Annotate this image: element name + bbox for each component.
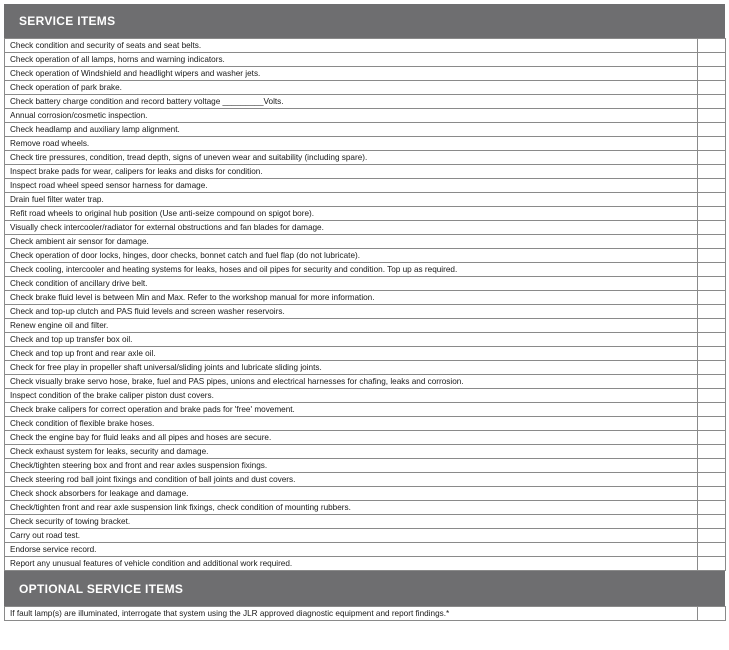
checkbox-cell[interactable] [698, 375, 726, 389]
checkbox-cell[interactable] [698, 67, 726, 81]
checklist-item-text: Check and top up transfer box oil. [5, 333, 698, 347]
checklist-item-text: Check operation of door locks, hinges, door checks, bonnet catch and fuel flap (do not lubricate). [5, 249, 698, 263]
checkbox-cell[interactable] [698, 277, 726, 291]
checklist-row [5, 221, 726, 235]
checklist-row [5, 459, 726, 473]
checklist-item-text: Check shock absorbers for leakage and damage. [5, 487, 698, 501]
checklist-item-text: Check cooling, intercooler and heating systems for leaks, hoses and oil pipes for security and condition. Top up as required. [5, 263, 698, 277]
checklist-row [5, 487, 726, 501]
checklist-row [5, 277, 726, 291]
checklist-row [5, 263, 726, 277]
checklist-row [5, 445, 726, 459]
checkbox-cell[interactable] [698, 459, 726, 473]
checklist-item-text: Check security of towing bracket. [5, 515, 698, 529]
checklist-row [5, 375, 726, 389]
checklist-row [5, 543, 726, 557]
checklist-item-text: Check headlamp and auxiliary lamp alignment. [5, 123, 698, 137]
checklist-item-text: Renew engine oil and filter. [5, 319, 698, 333]
checklist-row [5, 235, 726, 249]
checkbox-cell[interactable] [698, 417, 726, 431]
checklist-row [5, 515, 726, 529]
checklist-row [5, 319, 726, 333]
checklist-row [5, 179, 726, 193]
checklist-row [5, 67, 726, 81]
checklist-item-text: Check condition of ancillary drive belt. [5, 277, 698, 291]
optional-items-table [4, 606, 726, 621]
checkbox-cell[interactable] [698, 529, 726, 543]
checklist-row [5, 137, 726, 151]
checklist-item-text: Check operation of Windshield and headlight wipers and washer jets. [5, 67, 698, 81]
service-checklist [4, 0, 725, 621]
checklist-item-text: Check the engine bay for fluid leaks and all pipes and hoses are secure. [5, 431, 698, 445]
checklist-item-text: Inspect road wheel speed sensor harness for damage. [5, 179, 698, 193]
checkbox-cell[interactable] [698, 361, 726, 375]
service-items-header [4, 0, 725, 38]
checklist-row [5, 403, 726, 417]
checklist-item-text: Check brake fluid level is between Min and Max. Refer to the workshop manual for more information. [5, 291, 698, 305]
checklist-row [5, 165, 726, 179]
checklist-item-text: Annual corrosion/cosmetic inspection. [5, 109, 698, 123]
checklist-row [5, 607, 726, 621]
checkbox-cell[interactable] [698, 501, 726, 515]
checklist-item-text: Check ambient air sensor for damage. [5, 235, 698, 249]
checkbox-cell[interactable] [698, 543, 726, 557]
checklist-item-text: If fault lamp(s) are illuminated, interrogate that system using the JLR approved diagnostic equipment and report findings.* [5, 607, 698, 621]
checkbox-cell[interactable] [698, 193, 726, 207]
checkbox-cell[interactable] [698, 607, 726, 621]
checklist-item-text: Visually check intercooler/radiator for external obstructions and fan blades for damage. [5, 221, 698, 235]
checkbox-cell[interactable] [698, 515, 726, 529]
checkbox-cell[interactable] [698, 319, 726, 333]
checkbox-cell[interactable] [698, 333, 726, 347]
checklist-item-text: Check operation of park brake. [5, 81, 698, 95]
checkbox-cell[interactable] [698, 151, 726, 165]
checkbox-cell[interactable] [698, 403, 726, 417]
checkbox-cell[interactable] [698, 235, 726, 249]
service-items-title: SERVICE ITEMS [19, 14, 116, 28]
checkbox-cell[interactable] [698, 109, 726, 123]
checkbox-cell[interactable] [698, 389, 726, 403]
checklist-item-text: Check operation of all lamps, horns and warning indicators. [5, 53, 698, 67]
checkbox-cell[interactable] [698, 221, 726, 235]
checklist-row [5, 207, 726, 221]
checkbox-cell[interactable] [698, 347, 726, 361]
checklist-item-text: Inspect condition of the brake caliper piston dust covers. [5, 389, 698, 403]
checklist-item-text: Refit road wheels to original hub position (Use anti-seize compound on spigot bore). [5, 207, 698, 221]
checkbox-cell[interactable] [698, 473, 726, 487]
checklist-item-text: Check and top up front and rear axle oil. [5, 347, 698, 361]
checklist-row [5, 193, 726, 207]
checkbox-cell[interactable] [698, 305, 726, 319]
checklist-item-text: Check condition and security of seats and seat belts. [5, 39, 698, 53]
checklist-item-text: Check steering rod ball joint fixings and condition of ball joints and dust covers. [5, 473, 698, 487]
checklist-row [5, 81, 726, 95]
checklist-row [5, 109, 726, 123]
checklist-item-text: Check condition of flexible brake hoses. [5, 417, 698, 431]
checkbox-cell[interactable] [698, 95, 726, 109]
checklist-row [5, 361, 726, 375]
checkbox-cell[interactable] [698, 291, 726, 305]
checkbox-cell[interactable] [698, 249, 726, 263]
checklist-row [5, 249, 726, 263]
checklist-row [5, 529, 726, 543]
checklist-row [5, 501, 726, 515]
checklist-row [5, 39, 726, 53]
checkbox-cell[interactable] [698, 53, 726, 67]
checklist-item-text: Check tire pressures, condition, tread depth, signs of uneven wear and suitability (including spare). [5, 151, 698, 165]
checklist-row [5, 431, 726, 445]
checklist-row [5, 473, 726, 487]
checkbox-cell[interactable] [698, 263, 726, 277]
checkbox-cell[interactable] [698, 207, 726, 221]
checkbox-cell[interactable] [698, 487, 726, 501]
checklist-row [5, 347, 726, 361]
checkbox-cell[interactable] [698, 557, 726, 571]
checklist-row [5, 95, 726, 109]
checklist-item-text: Drain fuel filter water trap. [5, 193, 698, 207]
checkbox-cell[interactable] [698, 123, 726, 137]
checklist-item-text: Inspect brake pads for wear, calipers for leaks and disks for condition. [5, 165, 698, 179]
checklist-item-text: Check and top-up clutch and PAS fluid levels and screen washer reservoirs. [5, 305, 698, 319]
checklist-item-text: Check/tighten front and rear axle suspension link fixings, check condition of mounting rubbers. [5, 501, 698, 515]
checklist-row [5, 333, 726, 347]
optional-items-title: OPTIONAL SERVICE ITEMS [19, 581, 184, 596]
checklist-item-text: Check brake calipers for correct operation and brake pads for 'free' movement. [5, 403, 698, 417]
checklist-row [5, 151, 726, 165]
checkbox-cell[interactable] [698, 165, 726, 179]
checklist-item-text: Carry out road test. [5, 529, 698, 543]
checklist-item-text: Check for free play in propeller shaft universal/sliding joints and lubricate sliding joints. [5, 361, 698, 375]
checklist-row [5, 291, 726, 305]
checklist-row [5, 557, 726, 571]
checklist-item-text: Endorse service record. [5, 543, 698, 557]
optional-items-header [4, 571, 725, 606]
checklist-row [5, 53, 726, 67]
checkbox-cell[interactable] [698, 81, 726, 95]
checklist-row [5, 305, 726, 319]
service-items-table [4, 38, 726, 571]
checklist-item-text: Report any unusual features of vehicle condition and additional work required. [5, 557, 698, 571]
checklist-item-text: Check/tighten steering box and front and rear axles suspension fixings. [5, 459, 698, 473]
checkbox-cell[interactable] [698, 179, 726, 193]
checklist-row [5, 389, 726, 403]
checklist-item-text: Check visually brake servo hose, brake, fuel and PAS pipes, unions and electrical harnesses for chafing, leaks and corrosion. [5, 375, 698, 389]
checklist-item-text: Check battery charge condition and record battery voltage _________Volts. [5, 95, 698, 109]
checkbox-cell[interactable] [698, 431, 726, 445]
checkbox-cell[interactable] [698, 39, 726, 53]
checklist-row [5, 123, 726, 137]
checklist-item-text: Remove road wheels. [5, 137, 698, 151]
checkbox-cell[interactable] [698, 445, 726, 459]
checklist-item-text: Check exhaust system for leaks, security and damage. [5, 445, 698, 459]
checklist-row [5, 417, 726, 431]
checkbox-cell[interactable] [698, 137, 726, 151]
